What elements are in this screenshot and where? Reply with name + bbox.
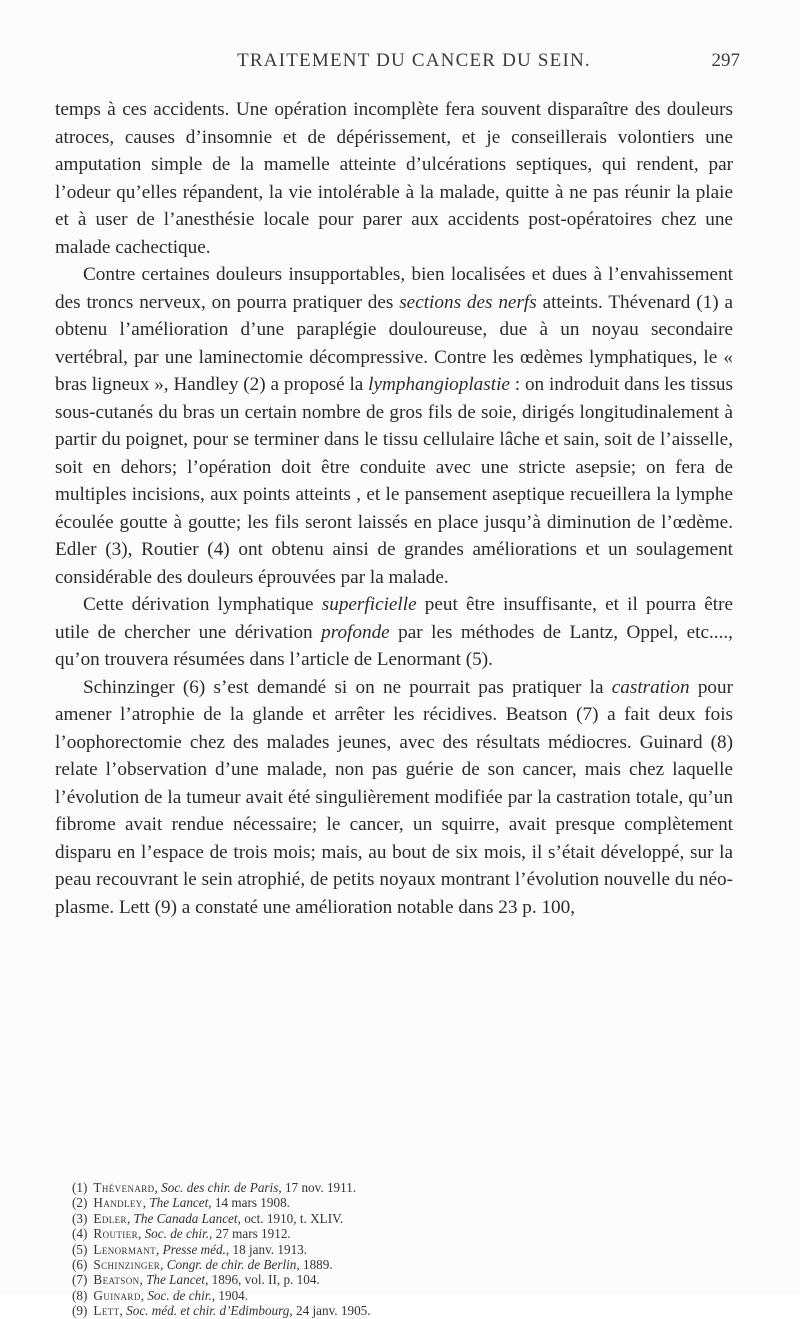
footnote-source: The Lancet (146, 1272, 206, 1288)
running-title: TRAITEMENT DU CANCER DU SEIN. (237, 50, 591, 71)
footnote-detail: , 14 mars 1908. (208, 1195, 290, 1211)
paragraph-2-italic-sections: sections des nerfs (399, 291, 537, 313)
footnote-number: (8) (72, 1287, 88, 1303)
page-number: 297 (711, 50, 740, 71)
footnote-number: (4) (72, 1226, 88, 1242)
footnote-number: (3) (72, 1210, 88, 1226)
footnote (72, 1272, 732, 1287)
running-header (108, 50, 740, 80)
paragraph-3 (55, 591, 733, 674)
footnote-sep: , (160, 1257, 167, 1273)
footnote-detail: , 1889. (296, 1257, 333, 1273)
footnote-sep: , (140, 1287, 148, 1303)
footnote-author: Routier (93, 1226, 138, 1242)
paragraph-2-text-c: atteints. Thévenard (1) a obtenu l’amélioration d’une paraplégie douloureuse, due à un noyau secondaire vertébral, par une laminectomie décompressive. Contre les œdèmes lymphatiques, le « bras ligneux », Handley (2) a proposé la (55, 291, 733, 395)
footnote-source: Soc. des chir. de Paris (161, 1180, 279, 1195)
footnote (72, 1195, 732, 1210)
footnote-author: Edler (93, 1210, 127, 1226)
paragraph-1 (55, 96, 733, 261)
footnote-detail: , 18 janv. 1913. (225, 1241, 308, 1257)
footnote-source: Soc. méd. et chir. d’Edimbourg (126, 1303, 290, 1319)
paragraph-3-text-a: Cette dérivation lymphatique (83, 594, 322, 615)
footnote (72, 1303, 732, 1318)
footnote-detail: , 1896, vol. II, p. 104. (205, 1272, 320, 1288)
footnote-number: (7) (72, 1272, 88, 1288)
footnote-number: (5) (72, 1241, 88, 1257)
footnote-number: (6) (72, 1257, 88, 1273)
footnote-author: Schinzinger (93, 1257, 161, 1273)
paragraph-3-text-c: peut être insuffisante, et il pourra être utile de chercher une dérivation (55, 594, 733, 643)
footnote-number: (9) (72, 1303, 88, 1319)
footnote-source: Soc. de chir. (144, 1226, 210, 1242)
footnote-source: The Canada Lancet (133, 1210, 238, 1226)
footnote-number: (2) (72, 1195, 88, 1211)
footnote (72, 1242, 732, 1257)
paragraph-4-italic-castration: castration (611, 676, 690, 698)
footnote (72, 1180, 732, 1195)
body-text (55, 96, 733, 921)
footnote-detail: , 17 nov. 1911. (278, 1180, 357, 1195)
footnote-author: Beatson (93, 1272, 140, 1288)
paragraph-4-text-c: pour amener l’atrophie de la glande et arrêter les récidives. Beatson (7) a fait deux fois l’oophorectomie chez des malades jeunes, avec des résultats médiocres. Guinard (8) relate l’observation d’une malade, non pas guérie de son cancer, mais chez laquelle l’évolution de la tumeur avait été singulièrement modifiée par la castration totale, qu’un fibrome avait rendue nécessaire; le cancer, un squirre, avait presque complètement disparu en l’espace de trois mois; mais, au bout de six mois, il s’était développé, sur la peau recouvrant le sein atrophié, de petits noyaux montrant l’évolution nouvelle du néo-plasme. Lett (9) a constaté une amélioration notable dans 23 p. 100, (55, 676, 734, 918)
footnote-author: Guinard (93, 1287, 141, 1303)
footnote-sep: , (119, 1303, 127, 1319)
footnote-source: Congr. de chir. de Berlin (166, 1257, 297, 1273)
footnote (72, 1226, 732, 1241)
paragraph-3-italic-superficielle: superficielle (321, 594, 417, 615)
footnote-sep: , (139, 1272, 147, 1288)
footnote (72, 1257, 732, 1272)
footnote-sep: , (142, 1195, 150, 1211)
footnote-author: Thévenard (93, 1180, 155, 1195)
paragraph-3-text-e: par les méthodes de Lantz, Oppel, etc...., qu’on trouvera résumées dans l’article de Lenormant (5). (55, 621, 733, 670)
footnote-detail: , 1904. (211, 1287, 249, 1303)
footnote-author: Handley (93, 1195, 143, 1211)
footnote-detail: , oct. 1910, t. XLIV. (237, 1210, 344, 1226)
footnote-number: (1) (72, 1180, 88, 1195)
footnotes (72, 1180, 732, 1319)
footnote-detail: , 27 mars 1912. (209, 1226, 291, 1242)
footnote-sep: , (156, 1241, 163, 1257)
paragraph-3-italic-profonde: profonde (321, 621, 390, 643)
paragraph-2-italic-lymphangioplastie: lymphangioplastie (368, 374, 510, 395)
footnote (72, 1288, 732, 1303)
footnote-detail: , 24 janv. 1905. (289, 1303, 371, 1319)
footnote-source: The Lancet (149, 1195, 209, 1211)
footnote (72, 1211, 732, 1226)
paragraph-4 (55, 674, 733, 922)
footnote-sep: , (126, 1210, 134, 1226)
footnote-author: Lett (93, 1303, 120, 1319)
paragraph-4-text-a: Schinzinger (6) s’est demandé si on ne pourrait pas pratiquer la (83, 676, 612, 698)
paragraph-1-text: temps à ces accidents. Une opération incomplète fera souvent disparaître des douleurs atroces, causes d’insomnie et de dépérissement, et je conseillerais volontiers une amputation simple de la mamelle atteinte d’ulcérations septiques, qui rendent, par l’odeur qu’elles répandent, la vie intolérable à la malade, quitte à ne pas réunir la plaie et à user de l’anesthésie locale pour parer aux accidents post-opératoires chez une malade cachectique. (55, 99, 733, 258)
footnote-source: Presse méd. (162, 1241, 226, 1257)
paragraph-2-text-e: : on indroduit dans les tissus sous-cutanés du bras un certain nombre de gros fils de soie, dirigés longitudinalement à partir du poignet, pour se terminer dans le tissu cellulaire lâche et sain, soit de l’aisselle, soit en dehors; l’opération doit être conduite avec une stricte asepsie; on fera de multiples incisions, aux points atteints , et le pansement aseptique recueillera la lymphe écoulée goutte à goutte; les fils seront laissés en place jusqu’à diminution de l’œdème. Edler (3), Routier (4) ont obtenu ainsi de grandes améliorations et un soulagement considérable des douleurs éprouvées par la malade. (55, 374, 733, 588)
footnote-sep: , (137, 1226, 145, 1242)
footnote-sep: , (154, 1180, 162, 1195)
footnote-author: Lenormant (93, 1241, 157, 1257)
paragraph-2 (55, 261, 733, 591)
footnote-source: Soc. de chir. (147, 1287, 212, 1303)
paragraph-2-text-a: Contre certaines douleurs insupportables, bien localisées et dues à l’envahissement des troncs nerveux, on pourra pratiquer des (55, 264, 733, 313)
